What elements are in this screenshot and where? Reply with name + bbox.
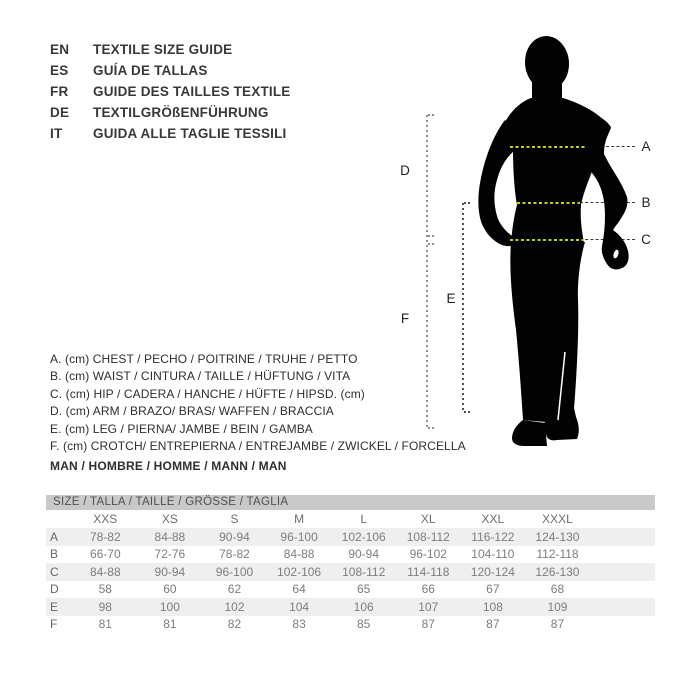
silhouette-left-shoe <box>512 420 547 446</box>
size-table-body <box>46 528 655 633</box>
table-row <box>46 528 655 546</box>
size-value-cell: 104 <box>289 599 310 614</box>
figure-label-chest: A <box>641 139 651 154</box>
measurement-row-label: C <box>50 564 59 579</box>
figure-label-hip: C <box>641 232 651 247</box>
language-code: IT <box>50 126 63 141</box>
language-label: GUIDA ALLE TAGLIE TESSILI <box>93 126 287 141</box>
size-value-cell: 87 <box>486 617 500 632</box>
figure-label-crotch: F <box>400 311 410 326</box>
language-code: ES <box>50 63 69 78</box>
size-value-cell: 100 <box>159 599 180 614</box>
leg-ruler-top-tick <box>464 202 472 204</box>
size-value-cell: 96-100 <box>280 529 318 544</box>
size-value-cell: 108-112 <box>342 564 386 579</box>
waist-measure-dash <box>517 202 580 204</box>
size-column-header: S <box>230 512 239 526</box>
language-row <box>50 123 291 144</box>
size-value-cell: 120-124 <box>470 564 515 579</box>
arm-ruler-bottom-tick <box>428 235 436 237</box>
size-value-cell: 102 <box>224 599 245 614</box>
legend-line: D. (cm) ARM / BRAZO/ BRAS/ WAFFEN / BRACCIA <box>50 404 334 419</box>
size-value-cell: 87 <box>550 617 565 632</box>
size-value-cell: 62 <box>227 582 242 597</box>
size-column-header: XL <box>420 512 436 526</box>
language-code: DE <box>50 105 70 120</box>
measurement-row-label: D <box>50 582 59 597</box>
size-value-cell: 72-76 <box>154 547 186 562</box>
size-column-header: XXS <box>93 512 118 526</box>
language-row <box>50 102 291 123</box>
language-code: EN <box>50 42 70 57</box>
size-value-cell: 78-82 <box>89 529 121 544</box>
size-column-header: XS <box>161 512 178 526</box>
figure-label-arm: D <box>400 163 410 178</box>
size-value-cell: 84-88 <box>89 564 121 579</box>
size-value-cell: 67 <box>486 582 500 597</box>
size-value-cell: 114-118 <box>407 564 450 579</box>
size-value-cell: 65 <box>356 582 371 597</box>
arm-ruler-top-tick <box>428 114 436 116</box>
size-value-cell: 90-94 <box>154 564 186 579</box>
size-column-header: XXL <box>481 512 505 526</box>
size-value-cell: 58 <box>98 582 112 597</box>
table-row <box>46 598 655 616</box>
size-value-cell: 107 <box>418 599 439 614</box>
size-value-cell: 82 <box>227 617 242 632</box>
size-value-cell: 60 <box>163 582 177 597</box>
silhouette-right-arm <box>590 114 628 269</box>
size-value-cell: 85 <box>356 617 371 632</box>
legend-line: C. (cm) HIP / CADERA / HANCHE / HÜFTE / HIPSD. (cm) <box>50 386 365 401</box>
language-row <box>50 81 291 102</box>
language-row <box>50 60 291 81</box>
size-value-cell: 81 <box>163 617 177 632</box>
size-value-cell: 64 <box>292 582 306 597</box>
measurement-row-label: A <box>50 529 59 544</box>
size-value-cell: 106 <box>353 599 374 614</box>
measurement-row-label: F <box>50 617 58 632</box>
figure-label-waist: B <box>641 195 651 210</box>
size-value-cell: 109 <box>547 599 568 614</box>
chest-measure-dash <box>510 146 587 148</box>
size-value-cell: 124-130 <box>535 529 580 544</box>
language-label: GUÍA DE TALLAS <box>93 63 208 78</box>
size-value-cell: 102-106 <box>277 564 322 579</box>
language-code: FR <box>50 84 69 99</box>
size-value-cell: 84-88 <box>154 529 186 544</box>
size-table-header-row <box>46 510 655 528</box>
table-row <box>46 563 655 581</box>
table-row <box>46 581 655 599</box>
size-column-header: L <box>360 512 368 526</box>
size-value-cell: 81 <box>98 617 112 632</box>
size-column-header: XXXL <box>542 512 573 526</box>
size-value-cell: 98 <box>98 599 112 614</box>
legend-line: E. (cm) LEG / PIERNA/ JAMBE / BEIN / GAMBA <box>50 421 313 436</box>
measurement-row-label: E <box>50 599 59 614</box>
size-value-cell: 84-88 <box>283 547 315 562</box>
table-row <box>46 616 655 634</box>
size-value-cell: 96-100 <box>215 564 254 579</box>
size-value-cell: 83 <box>292 617 306 632</box>
legend-line: B. (cm) WAIST / CINTURA / TAILLE / HÜFTUNG / VITA <box>50 369 351 384</box>
size-column-header: M <box>294 512 305 526</box>
silhouette-right-shoe <box>545 408 579 440</box>
silhouette-legs <box>510 242 585 422</box>
size-value-cell: 104-110 <box>471 547 515 562</box>
size-value-cell: 126-130 <box>535 564 580 579</box>
size-value-cell: 112-118 <box>536 547 579 562</box>
crotch-ruler-top-tick <box>428 243 436 245</box>
measurement-legend <box>50 351 466 455</box>
size-value-cell: 90-94 <box>219 529 250 544</box>
size-table-title: SIZE / TALLA / TAILLE / GRÖSSE / TAGLIA <box>46 495 655 510</box>
size-value-cell: 66-70 <box>89 547 121 562</box>
table-row <box>46 546 655 564</box>
size-table <box>46 495 655 633</box>
language-label: GUIDE DES TAILLES TEXTILE <box>93 84 291 99</box>
language-title-list <box>50 39 291 144</box>
size-value-cell: 116-122 <box>471 529 515 544</box>
size-value-cell: 108-112 <box>406 529 450 544</box>
size-value-cell: 66 <box>421 582 435 597</box>
figure-label-leg: E <box>446 291 456 306</box>
size-value-cell: 68 <box>550 582 565 597</box>
size-value-cell: 102-106 <box>341 529 386 544</box>
legend-line: A. (cm) CHEST / PECHO / POITRINE / TRUHE / PETTO <box>50 352 358 366</box>
size-value-cell: 87 <box>421 617 435 632</box>
size-value-cell: 108 <box>482 599 503 614</box>
silhouette-neck <box>532 78 562 100</box>
legend-line: F. (cm) CROTCH/ ENTREPIERNA / ENTREJAMBE / ZWICKEL / FORCELLA <box>50 439 466 454</box>
size-value-cell: 78-82 <box>219 547 250 562</box>
language-label: TEXTILE SIZE GUIDE <box>93 42 233 57</box>
category-line: MAN / HOMBRE / HOMME / MANN / MAN <box>50 459 287 473</box>
size-value-cell: 90-94 <box>348 547 380 562</box>
size-value-cell: 96-102 <box>409 547 447 562</box>
hip-measure-dash <box>510 239 584 241</box>
language-row <box>50 39 291 60</box>
measurement-row-label: B <box>50 547 59 562</box>
language-label: TEXTILGRÖßENFÜHRUNG <box>93 105 269 120</box>
